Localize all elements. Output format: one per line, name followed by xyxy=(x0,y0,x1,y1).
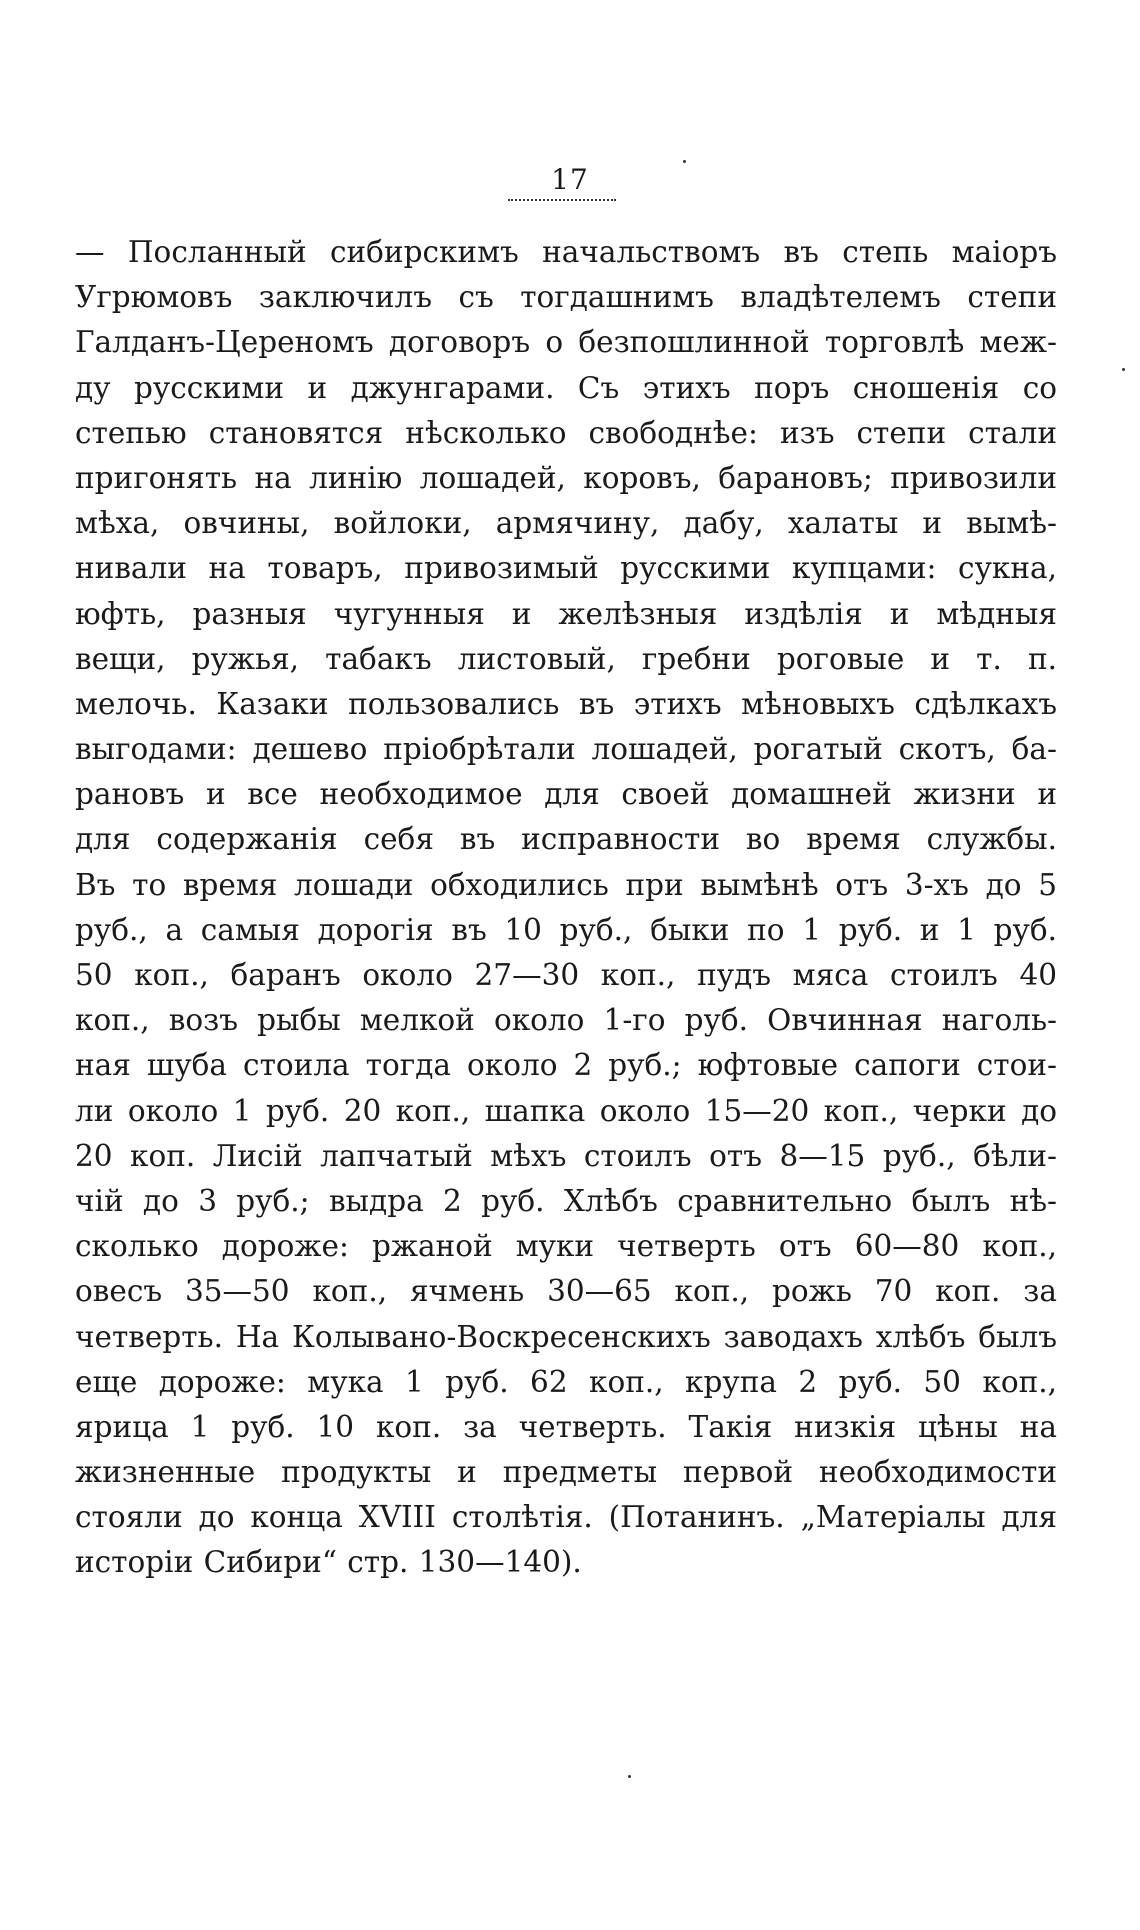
scan-speck xyxy=(1122,368,1125,371)
text-line: Угрюмовъ заключилъ съ тогдашнимъ владѣтелемъ степи xyxy=(75,280,1057,315)
text-line: ярица 1 руб. 10 коп. за четверть. Такія низкія цѣны на xyxy=(75,1409,1057,1444)
page-number: 17 xyxy=(551,163,589,196)
text-line: вещи, ружья, табакъ листовый, гребни роговые и т. п. xyxy=(75,641,1057,676)
text-line: четверть. На Колывано-Воскресенскихъ заводахъ хлѣбъ былъ xyxy=(75,1319,1057,1354)
text-line: для содержанія себя въ исправности во время службы. xyxy=(75,822,1057,857)
text-line: Въ то время лошади обходились при вымѣнѣ отъ 3-хъ до 5 xyxy=(75,867,1057,902)
text-line: рановъ и все необходимое для своей домашней жизни и xyxy=(75,777,1057,812)
text-line: 50 коп., баранъ около 27—30 коп., пудъ мяса стоилъ 40 xyxy=(75,958,1057,992)
text-line: еще дороже: мука 1 руб. 62 коп., крупа 2 руб. 50 коп., xyxy=(75,1364,1057,1399)
text-line: юфть, разныя чугунныя и желѣзныя издѣлія и мѣдныя xyxy=(75,596,1057,631)
text-line: мелочь. Казаки пользовались въ этихъ мѣновыхъ сдѣлкахъ xyxy=(75,686,1057,721)
text-line: жизненные продукты и предметы первой необходимости xyxy=(75,1455,1057,1490)
text-line: овесъ 35—50 коп., ячмень 30—65 коп., рожь 70 коп. за xyxy=(75,1274,1057,1309)
text-line: 20 коп. Лисій лапчатый мѣхъ стоилъ отъ 8—15 руб., бѣли- xyxy=(75,1138,1057,1173)
text-line: чій до 3 руб.; выдра 2 руб. Хлѣбъ сравнительно былъ нѣ- xyxy=(75,1183,1057,1218)
text-line: нивали на товаръ, привозимый русскими купцами: сукна, xyxy=(75,551,1057,586)
text-line: ли около 1 руб. 20 коп., шапка около 15—20 коп., черки до xyxy=(75,1093,1057,1128)
scan-speck xyxy=(683,160,686,163)
text-line: степью становятся нѣсколько свободнѣе: изъ степи стали xyxy=(75,415,1057,450)
text-line: сколько дороже: ржаной муки четверть отъ 60—80 коп., xyxy=(75,1229,1057,1264)
text-line: стояли до конца XVIII столѣтія. (Потанинъ. „Матеріалы для xyxy=(75,1500,1057,1535)
text-line: коп., возъ рыбы мелкой около 1-го руб. Овчинная наголь- xyxy=(75,1003,1057,1038)
text-line: выгодами: дешево пріобрѣтали лошадей, рогатый скотъ, ба- xyxy=(75,732,1057,767)
text-line: пригонять на линію лошадей, коровъ, барановъ; привозили xyxy=(75,460,1057,495)
text-line: исторіи Сибири“ стр. 130—140). xyxy=(75,1545,582,1580)
body-text xyxy=(75,230,1057,1586)
page-number-rule xyxy=(508,199,616,201)
text-line: ду русскими и джунгарами. Съ этихъ поръ сношенія со xyxy=(75,370,1057,405)
text-line: Галданъ-Цереномъ договоръ о безпошлинной торговлѣ меж- xyxy=(75,325,1057,360)
scan-speck xyxy=(628,1775,631,1778)
text-line: — Посланный сибирскимъ начальствомъ въ степь маіоръ xyxy=(75,235,1057,269)
text-line: руб., а самыя дорогія въ 10 руб., быки по 1 руб. и 1 руб. xyxy=(75,912,1057,947)
text-line: ная шуба стоила тогда около 2 руб.; юфтовые сапоги стои- xyxy=(75,1048,1057,1083)
text-line: мѣха, овчины, войлоки, армячину, дабу, халаты и вымѣ- xyxy=(75,506,1057,541)
